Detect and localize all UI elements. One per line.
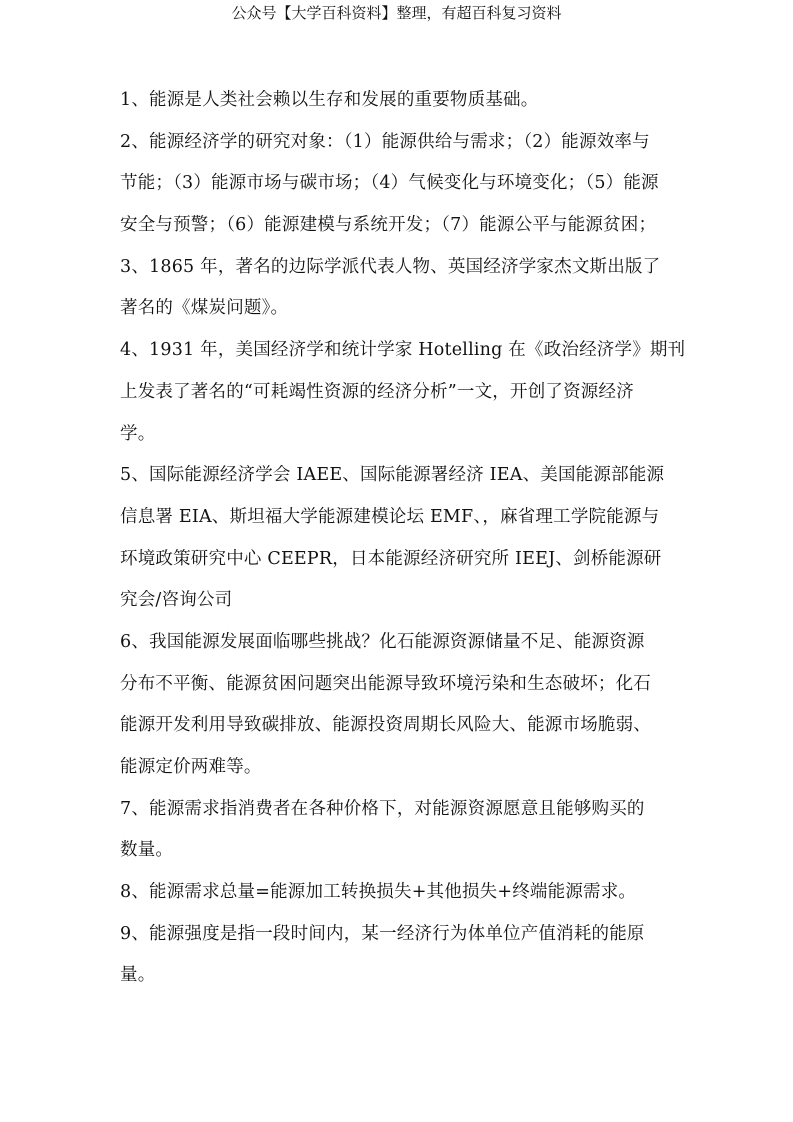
- text-line: 节能；（3）能源市场与碳市场；（4）气候变化与环境变化；（5）能源: [120, 173, 659, 194]
- text-line: 学。: [120, 423, 156, 444]
- text-line: 环境政策研究中心 CEEPR，日本能源经济研究所 IEEJ、剑桥能源研: [120, 548, 662, 569]
- text-line: 8、能源需求总量=能源加工转换损失+其他损失+终端能源需求。: [120, 882, 637, 903]
- paragraph-3: [120, 247, 695, 330]
- text-line: 3、1865 年，著名的边际学派代表人物、英国经济学家杰文斯出版了: [120, 256, 661, 277]
- text-line: 4、1931 年，美国经济学和统计学家 Hotelling 在《政治经济学》期刊: [120, 340, 686, 361]
- paragraph-5: [120, 455, 695, 622]
- text-line: 9、能源强度是指一段时间内，某一经济行为体单位产值消耗的能原: [120, 923, 645, 944]
- text-line: 6、我国能源发展面临哪些挑战？化石能源资源储量不足、能源资源: [120, 631, 645, 652]
- text-line: 能源开发利用导致碳排放、能源投资周期长风险大、能源市场脆弱、: [120, 715, 651, 736]
- text-line: 究会/咨询公司: [120, 590, 233, 611]
- paragraph-6: [120, 622, 695, 789]
- paragraph-2: [120, 122, 695, 247]
- text-line: 信息署 EIA、斯坦福大学能源建模论坛 EMF、，麻省理工学院能源与: [120, 506, 660, 527]
- text-line: 1、能源是人类社会赖以生存和发展的重要物质基础。: [120, 90, 539, 110]
- text-line: 安全与预警；（6）能源建模与系统开发；（7）能源公平与能源贫困；: [120, 215, 657, 236]
- text-line: 量。: [120, 965, 156, 986]
- paragraph-1: [120, 80, 695, 122]
- paragraph-4: [120, 330, 695, 455]
- text-line: 5、国际能源经济学会 IAEE、国际能源署经济 IEA、美国能源部能源: [120, 465, 665, 486]
- text-line: 7、能源需求指消费者在各种价格下，对能源资源愿意且能够购买的: [120, 798, 645, 819]
- page-header: 公众号【大学百科资料】整理，有超百科复习资料: [231, 4, 562, 22]
- text-line: 能源定价两难等。: [120, 757, 262, 777]
- text-line: 上发表了著名的“可耗竭性资源的经济分析”一文，开创了资源经济: [120, 381, 634, 402]
- paragraph-7: [120, 789, 695, 872]
- text-line: 著名的《煤炭问题》。: [120, 298, 289, 319]
- paragraph-9: [120, 914, 695, 997]
- text-line: 分布不平衡、能源贫困问题突出能源导致环境污染和生态破坏；化石: [120, 673, 651, 694]
- text-line: 2、能源经济学的研究对象：（1）能源供给与需求；（2）能源效率与: [120, 131, 650, 152]
- document-body: [120, 80, 695, 997]
- paragraph-8: [120, 872, 695, 914]
- text-line: 数量。: [120, 840, 174, 861]
